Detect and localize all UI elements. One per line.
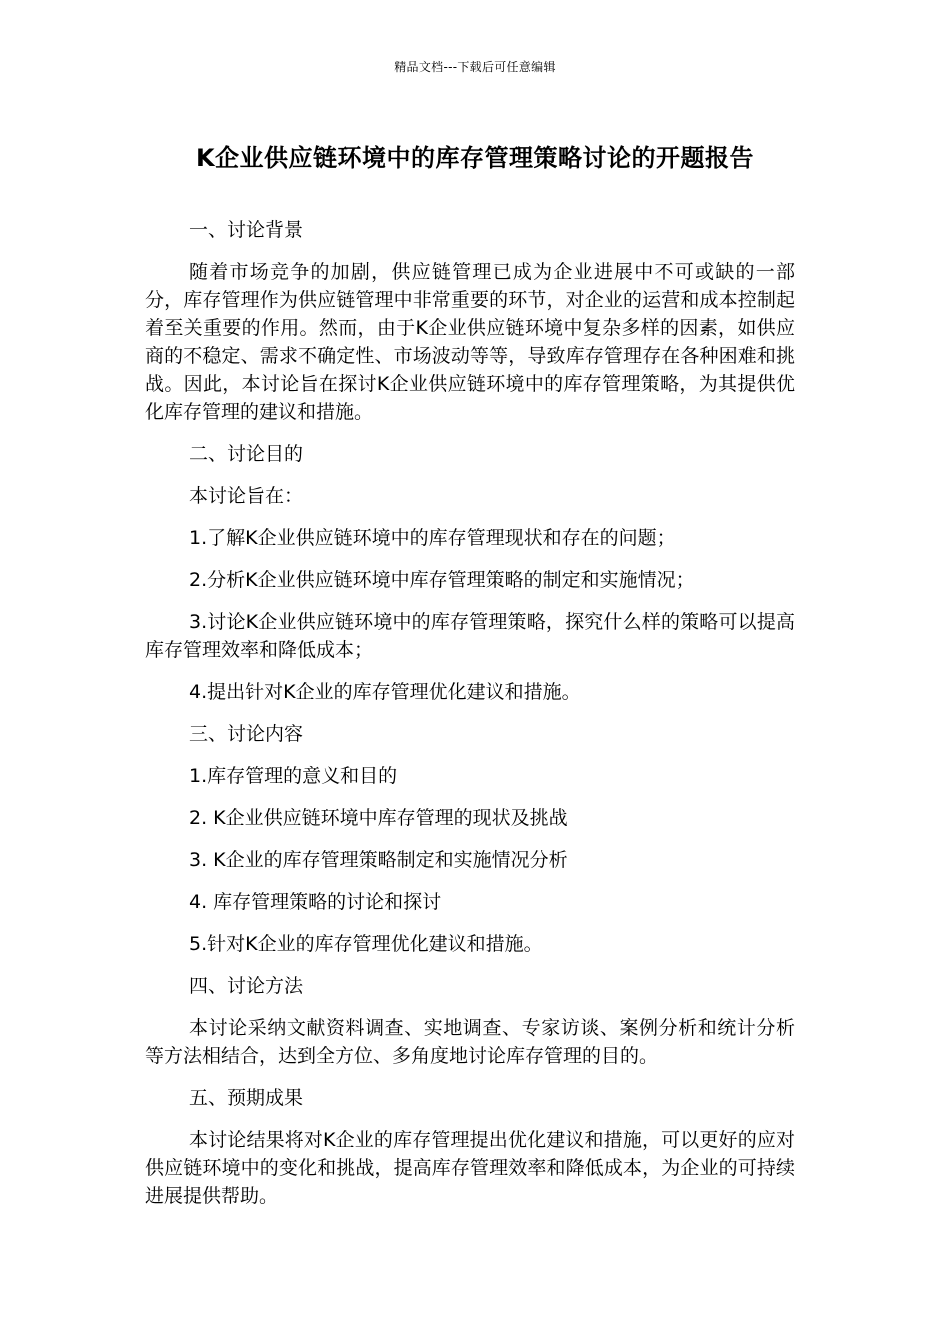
section-heading-background: 一、讨论背景 xyxy=(189,219,304,241)
purpose-item-1: 1.了解K企业供应链环境中的库存管理现状和存在的问题； xyxy=(189,527,676,549)
document-body xyxy=(145,216,795,1224)
purpose-item-4: 4.提出针对K企业的库存管理优化建议和措施。 xyxy=(189,681,581,703)
document-title: K企业供应链环境中的库存管理策略讨论的开题报告 xyxy=(195,144,755,172)
header-note: 精品文档---下载后可任意编辑 xyxy=(394,60,556,74)
content-item-5: 5.针对K企业的库存管理优化建议和措施。 xyxy=(189,933,543,955)
content-item-4: 4. 库存管理策略的讨论和探讨 xyxy=(189,891,442,913)
paragraph-purpose-intro: 本讨论旨在： xyxy=(189,485,304,507)
section-heading-purpose: 二、讨论目的 xyxy=(189,443,304,465)
purpose-item-3: 3.讨论K企业供应链环境中的库存管理策略，探究什么样的策略可以提高库存管理效率和降低成本； xyxy=(145,611,795,661)
section-heading-content: 三、讨论内容 xyxy=(189,723,304,745)
paragraph-outcome: 本讨论结果将对K企业的库存管理提出优化建议和措施，可以更好的应对供应链环境中的变化和挑战，提高库存管理效率和降低成本，为企业的可持续进展提供帮助。 xyxy=(145,1129,795,1207)
purpose-item-2: 2.分析K企业供应链环境中库存管理策略的制定和实施情况； xyxy=(189,569,695,591)
section-heading-outcome: 五、预期成果 xyxy=(189,1087,304,1109)
paragraph-background: 随着市场竞争的加剧，供应链管理已成为企业进展中不可或缺的一部分，库存管理作为供应链管理中非常重要的环节，对企业的运营和成本控制起着至关重要的作用。然而，由于K企业供应链环境中复杂多样的因素，如供应商的不稳定、需求不确定性、市场波动等等，导致库存管理存在各种困难和挑战。因此，本讨论旨在探讨K企业供应链环境中的库存管理策略，为其提供优化库存管理的建议和措施。 xyxy=(145,261,795,423)
paragraph-method: 本讨论采纳文献资料调查、实地调查、专家访谈、案例分析和统计分析等方法相结合，达到全方位、多角度地讨论库存管理的目的。 xyxy=(145,1017,795,1067)
content-item-3: 3. K企业的库存管理策略制定和实施情况分析 xyxy=(189,849,568,871)
content-item-1: 1.库存管理的意义和目的 xyxy=(189,765,398,787)
content-item-2: 2. K企业供应链环境中库存管理的现状及挑战 xyxy=(189,807,568,829)
section-heading-method: 四、讨论方法 xyxy=(189,975,304,997)
